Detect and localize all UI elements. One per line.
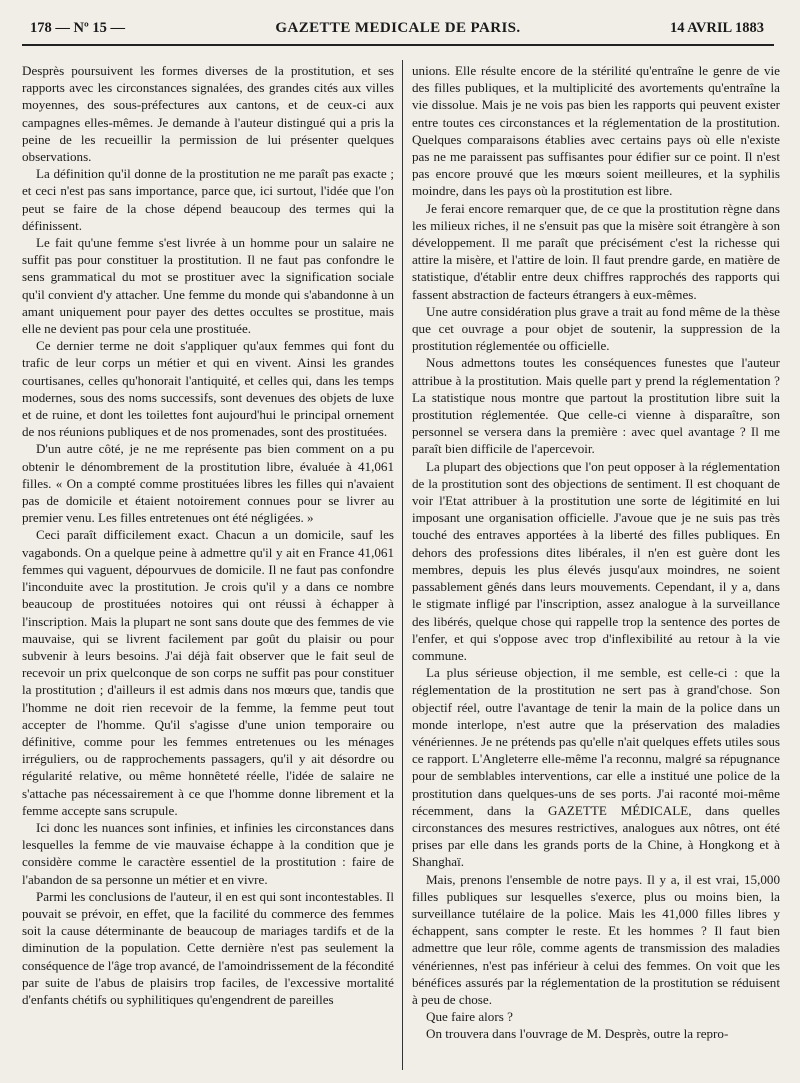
paragraph: On trouvera dans l'ouvrage de M. Desprès, outre la repro- bbox=[426, 1026, 729, 1042]
paragraph: Ceci paraît difficilement exact. Chacun a un domicile, sauf les vagabonds. On a quelque peine à admettre qu'il y ait en France 41,061 femmes qui vaguent, dépourvues de domicile. Il ne faut pas confondre l'inconduite avec la prostitution. Je crois qu'il y a dans ce nombre beaucoup de prostituées notoires qui ont réussi à échapper à l'inscription. Mais la plupart ne sont sans doute que des femmes de vie mauvaise, qui se livrent facilement par goût du plaisir ou pour subvenir à leurs besoins. J'ai déjà fait observer que le fait seul de recevoir un prix quelconque de son corps ne suffit pas pour constituer la prostitution ; d'ailleurs il est admis dans nos mœurs que, tandis que l'homme ne doit rien recevoir de la femme, la femme peut tout accepter de l'homme. Qu'il s'agisse d'une union temporaire ou définitive, comme pour les femmes entretenues ou les ménages irréguliers, ou de rapprochements passagers, qu'il y ait désordre ou régularité relative, ou même honnêteté réelle, l'idée de salaire ne s'attache pas nécessairement à ce que l'homme donne librement et la femme accepte sans scrupule. bbox=[22, 527, 394, 818]
paragraph: La définition qu'il donne de la prostitution ne me paraît pas exacte ; et ceci n'est pas sans importance, parce que, ici surtout, l'idée que l'on peut se faire de la chose dépend beaucoup des termes qui la définissent. bbox=[22, 166, 394, 233]
paragraph: La plupart des objections que l'on peut opposer à la réglementation de la prostitution sont des objections de sentiment. Il est choquant de voir l'Etat attribuer à la prostitution une sorte de légitimité en lui imposant une organisation officielle. J'avoue que je ne suis pas très touché des entraves apportées à la liberté des filles publiques. En dehors des professions dites libérales, il n'en est guère dont les membres, depuis les plus élevés jusqu'aux moindres, ne soient passablement gênés dans leurs mouvements. Cependant, il y a, dans le stigmate infligé par l'inscription, assez analogue à la surveillance des libérés, quelque chose qui rappelle trop la sentence des portes de l'enfer, et qui s'oppose avec trop d'inflexibilité au retour à la vie commune. bbox=[412, 458, 780, 663]
paragraph: Mais, prenons l'ensemble de notre pays. Il y a, il est vrai, 15,000 filles publiques sur lesquelles s'exerce, plus ou moins bien, la surveillance tutélaire de la police. Mais les 41,000 filles libres y échappent, sans compter le reste. Et les hommes ? Il faut bien admettre que leur rôle, comme agents de transmission des maladies vénériennes, n'est pas inférieur à celui des femmes. On voit que les bénéfices assurés par la réglementation de la prostitution se réduisent à peu de chose. bbox=[412, 871, 780, 1007]
paragraph: Desprès poursuivent les formes diverses de la prostitution, et ses rapports avec les circonstances signalées, des grandes cités aux villes moyennes, des sous-préfectures aux cantons, et de ceux-ci aux campagnes elles-mêmes. Je demande à l'auteur distingué qui a pris la peine de les recueillir la permission de lui présenter quelques observations. bbox=[22, 63, 394, 165]
left-column bbox=[22, 62, 394, 1072]
paragraph: Que faire alors ? bbox=[426, 1009, 513, 1025]
paragraph: Nous admettons toutes les conséquences funestes que l'auteur attribue à la prostitution. Mais quelle part y prend la réglementation ? La statistique nous montre que partout la prostitution libre suit la prostitution réglementée. Que celle-ci vienne à disparaître, son personnel se versera dans la première : avec quel avantage ? Il me paraît bien difficile de l'apercevoir. bbox=[412, 355, 780, 457]
running-head bbox=[22, 14, 774, 46]
page-number: 178 — Nº 15 — bbox=[30, 20, 126, 36]
column-divider bbox=[402, 60, 403, 1070]
journal-title: GAZETTE MEDICALE DE PARIS. bbox=[275, 20, 521, 36]
right-column bbox=[412, 62, 780, 1072]
paragraph: D'un autre côté, je ne me représente pas bien comment on a pu obtenir le dénombrement de la prostitution libre, évaluée à 41,061 filles. « On a compté comme prostituées libres les filles qui n'avaient pas de domicile et étaient notoirement connues pour se livrer au premier venu. Les filles entretenues ont été négligées. » bbox=[22, 441, 394, 526]
paragraph: Je ferai encore remarquer que, de ce que la prostitution règne dans les milieux riches, il ne s'ensuit pas que la misère soit étrangère à son développement. Il me paraît que précisément c'est la richesse qui attire la misère, et l'attire de loin. Il faut prendre garde, en matière de statistique, d'établir entre deux chiffres rapprochés des rapports qui fassent abstraction de facteurs étrangers à eux-mêmes. bbox=[412, 200, 780, 302]
issue-date: 14 AVRIL 1883 bbox=[669, 20, 764, 36]
paragraph: Parmi les conclusions de l'auteur, il en est qui sont incontestables. Il pouvait se prévoir, en effet, que la facilité du commerce des femmes soit la cause déterminante de beaucoup de mariages tardifs et de la diminution de la population. Cette dernière n'est pas seulement la conséquence de l'âge trop avancé, de l'amoindrissement de la fécondité par suite de l'abus de plaisirs trop faciles, de l'excessive mortalité d'enfants chétifs ou syphilitiques qu'engendrent de pareilles bbox=[22, 888, 394, 1007]
paragraph: Ici donc les nuances sont infinies, et infinies les circonstances dans lesquelles la femme de vie mauvaise échappe à la condition que je considère comme le caractère essentiel de la prostitution : faire de l'abandon de sa personne un métier et en vivre. bbox=[22, 819, 394, 887]
paragraph: La plus sérieuse objection, il me semble, est celle-ci : que la réglementation de la prostitution ne sert pas à grand'chose. Son objectif réel, outre l'avantage de tenir la main de la police dans un monde interlope, n'est autre que la préservation des maladies vénériennes. Je ne prétends pas qu'elle n'ait quelques effets utiles sous ce rapport. L'Angleterre elle-même l'a reconnu, malgré sa répugnance pour de semblables interventions, car elle a institué une police de la prostitution dans quelques-uns de ses ports. J'ai raconté moi-même récemment, dans la GAZETTE MÉDICALE, dans quelles circonstances des mesures restrictives, analogues aux nôtres, ont été prises par elle dans les grands ports de la Chine, à Hongkong et à Shanghaï. bbox=[412, 665, 780, 870]
paragraph: Le fait qu'une femme s'est livrée à un homme pour un salaire ne suffit pas pour constituer la prostitution. Il ne faut pas confondre le sens grammatical du mot se prostituer avec la signification sociale qu'il convient d'y attacher. Une femme du monde qui s'abandonne à un amant uniquement pour payer des dettes occultes se prostitue, mais elle ne devient pas pour cela une prostituée. bbox=[22, 235, 394, 337]
paragraph: Ce dernier terme ne doit s'appliquer qu'aux femmes qui font du trafic de leur corps un métier et qui en vivent. Ainsi les grandes courtisanes, celles qu'honorait l'antiquité, et celles qui, dans les temps modernes, sous des noms successifs, sont devenues des objets de luxe et de ruine, et dont les toilettes font aujourd'hui le principal ornement de nos réunions publiques et de nos promenades, sont des prostituées. bbox=[22, 338, 394, 440]
paragraph: unions. Elle résulte encore de la stérilité qu'entraîne le genre de vie des filles publiques, et la multiplicité des avortements qu'entraîne la vie dissolue. Mais je ne vois pas bien les rapports qui peuvent exister entre toutes ces circonstances et la réglementation de la prostitution. Quelques comparaisons établies avec certains pays où elle n'existe pas ne me paraissent pas suffisantes pour édifier sur ce point. Il n'est pas encore prouvé que les mœurs soient meilleures, et la syphilis moindre, dans les pays où la prostitution est libre. bbox=[412, 63, 780, 199]
paragraph: Une autre considération plus grave a trait au fond même de la thèse que cet ouvrage a pour objet de soutenir, la suppression de la prostitution réglementée ou officielle. bbox=[412, 303, 780, 354]
